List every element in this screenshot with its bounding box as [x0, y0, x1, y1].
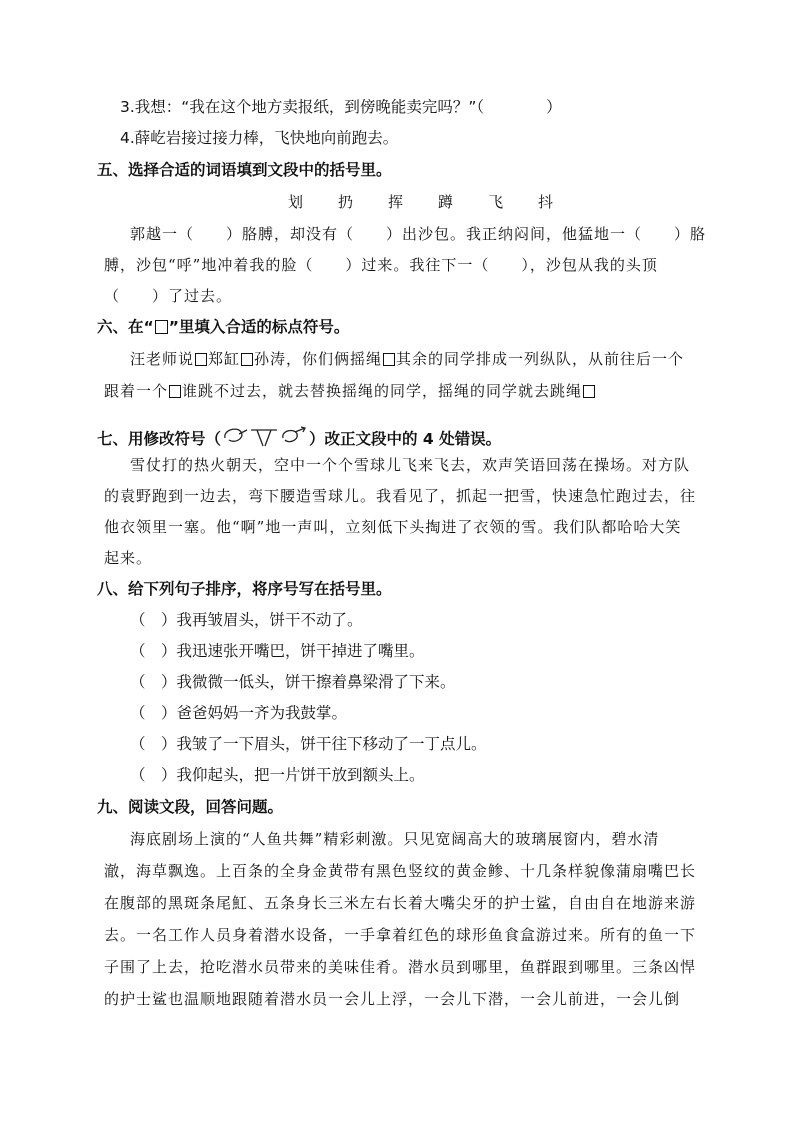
punctuation-box[interactable]	[169, 385, 181, 398]
ordering-item: （ ）爸爸妈妈一齐为我鼓掌。	[130, 704, 348, 722]
punctuation-box[interactable]	[195, 353, 207, 366]
word-bank-item: 飞	[488, 193, 505, 211]
section-9-paragraph-line: 在腹部的黑斑条尾魟、五条身长三米左右长着大嘴尖牙的护士鲨，自由自在地游来游	[104, 894, 697, 912]
section-7-paragraph-line: 起来。	[104, 549, 153, 567]
word-bank-item: 蹲	[438, 193, 455, 211]
ordering-item: （ ）我微微一低头，饼干擦着鼻梁滑了下来。	[130, 673, 456, 691]
question-4: 4.薛屹岩接过接力棒，飞快地向前跑去。	[120, 129, 399, 147]
word-bank-item: 划	[288, 193, 305, 211]
section-7-paragraph-line: 雪仗打的热火朝天，空中一个个雪球儿飞来飞去，欢声笑语回荡在操场。对方队	[130, 456, 691, 474]
section-9-paragraph-line: 子围了上去，抢吃潜水员带来的美味佳肴。潜水员到哪里，鱼群跟到哪里。三条凶悍	[104, 958, 697, 976]
section-9-title: 九、阅读文段，回答问题。	[97, 798, 284, 816]
question-3: 3.我想：“我在这个地方卖报纸，到傍晚能卖完吗？”（ ）	[120, 98, 562, 116]
section-7-paragraph-line: 他衣领里一塞。他“啊”地一声叫，立刻低下头掏进了衣领的雪。我们队都哈哈大笑	[104, 518, 682, 536]
section-7-paragraph-line: 的袁野跑到一边去，弯下腰造雪球儿。我看见了，抓起一把雪，快速急忙跑过去，往	[104, 487, 697, 505]
ordering-item: （ ）我仰起头，把一片饼干放到额头上。	[130, 766, 425, 784]
section-9-paragraph-line: 澈，海草飘逸。上百条的全身金黄带有黑色竖纹的黄金鲹、十几条样貌像蒲扇嘴巴长	[104, 862, 697, 880]
punctuation-box[interactable]	[383, 353, 395, 366]
word-bank	[288, 192, 588, 212]
section-6-paragraph-line: 跟着一个 谁跳不过去，就去替换摇绳的同学，摇绳的同学就去跳绳	[104, 381, 596, 401]
section-5-paragraph-line: （ ）了过去。	[104, 287, 233, 305]
ordering-item: （ ）我再皱眉头，饼干不动了。	[130, 611, 363, 629]
section-9-paragraph-line: 海底剧场上演的“人鱼共舞”精彩刺激。只见宽阔高大的玻璃展窗内，碧水清	[130, 830, 660, 848]
section-5-title: 五、选择合适的词语填到文段中的括号里。	[97, 161, 392, 179]
punctuation-box	[155, 320, 168, 334]
punctuation-box[interactable]	[583, 385, 595, 398]
section-5-paragraph-line: 郭越一（ ）胳膊，却没有（ ）出沙包。我正纳闷间，他猛地一（ ）胳	[130, 225, 707, 243]
punctuation-box[interactable]	[241, 353, 253, 366]
section-8-title: 八、给下列句子排序，将序号写在括号里。	[97, 580, 392, 598]
section-7-title: 七、用修改符号（ ）改正文段中的 4 处错误。	[97, 424, 501, 455]
section-6-title: 六、在“ ”里填入合适的标点符号。	[97, 318, 350, 336]
section-9-paragraph-line: 去。一名工作人员身着潜水设备，一手拿着红色的球形鱼食盒游过来。所有的鱼一下	[104, 926, 697, 944]
word-bank-item: 扔	[338, 193, 355, 211]
ordering-item: （ ）我皱了一下眉头，饼干往下移动了一丁点儿。	[130, 735, 487, 753]
section-5-paragraph-line: 膊，沙包“呼”地冲着我的脸（ ）过来。我往下一（ ），沙包从我的头顶	[104, 256, 658, 274]
section-6-paragraph-line: 汪老师说 郑缸 孙涛，你们俩摇绳 其余的同学排成一列纵队，从前往后一个	[130, 350, 685, 368]
word-bank-item: 挥	[388, 193, 405, 211]
ordering-item: （ ）我迅速张开嘴巴，饼干掉进了嘴里。	[130, 642, 425, 660]
section-9-paragraph-line: 的护士鲨也温顺地跟随着潜水员一会儿上浮，一会儿下潜，一会儿前进，一会儿倒	[104, 990, 681, 1008]
correction-marks-icon	[221, 424, 309, 455]
word-bank-item: 抖	[538, 193, 555, 211]
